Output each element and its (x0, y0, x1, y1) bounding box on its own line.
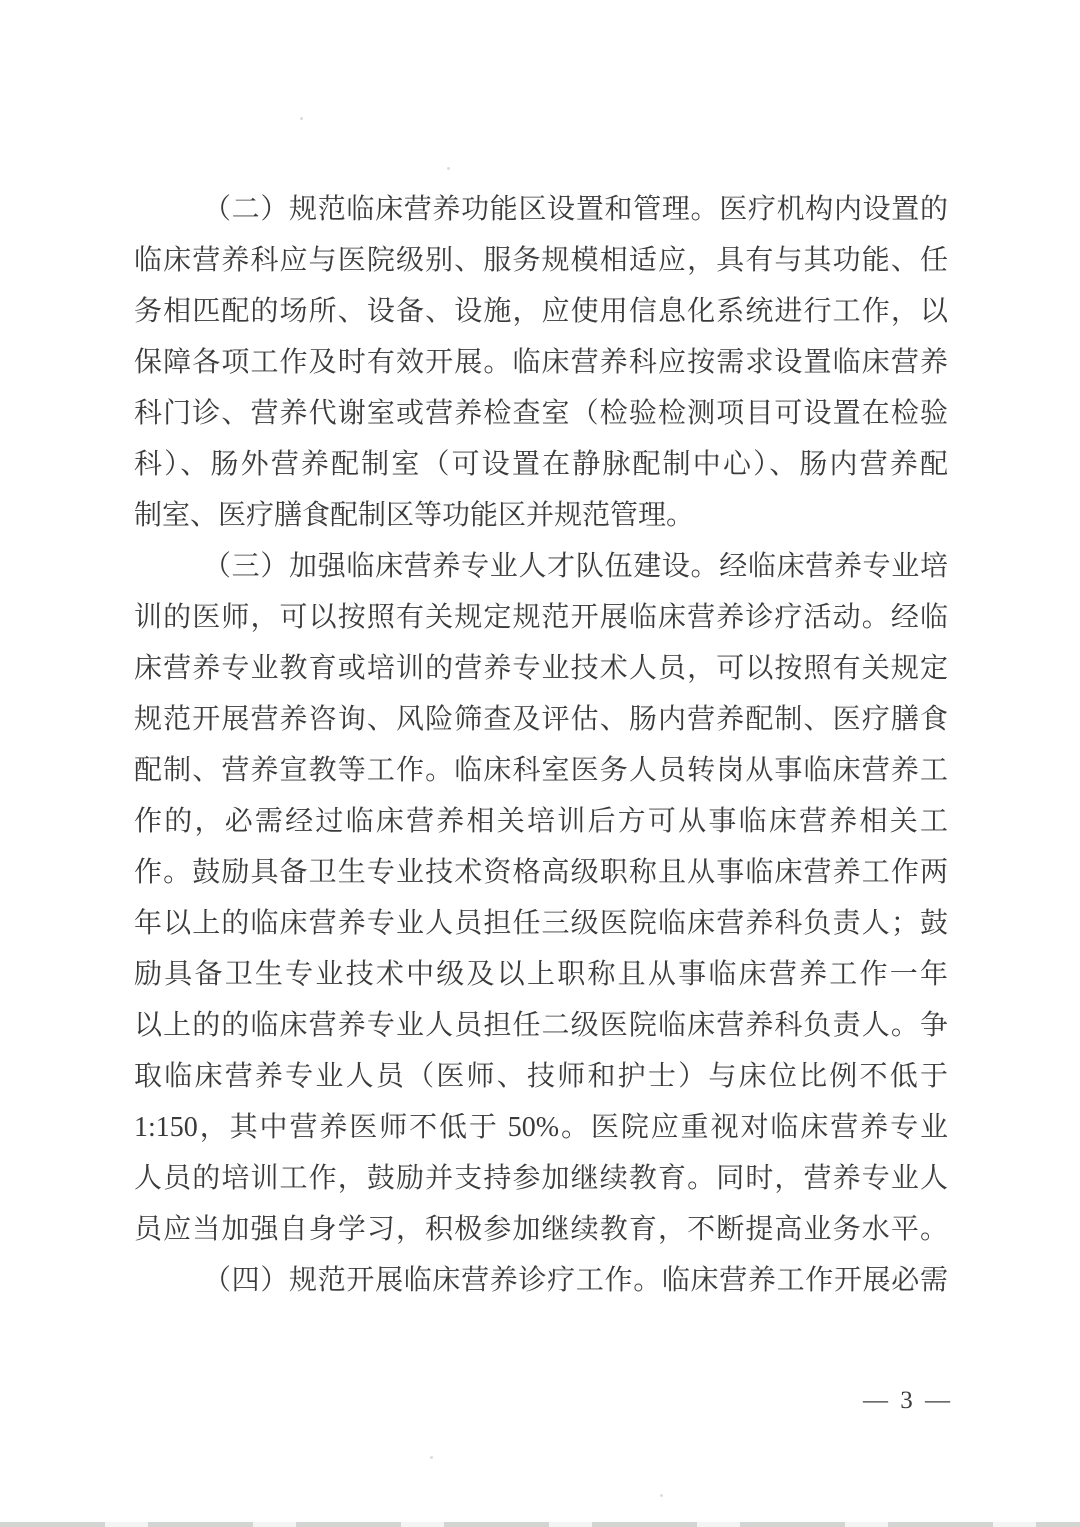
text-line: 科）、肠外营养配制室（可设置在静脉配制中心）、肠内营养配 (134, 449, 948, 480)
text-line: （二）规范临床营养功能区设置和管理。医疗机构内设置的 (203, 194, 948, 225)
text-line: 科门诊、营养代谢室或营养检查室（检验检测项目可设置在检验 (134, 398, 948, 429)
text-line: 人员的培训工作，鼓励并支持参加继续教育。同时，营养专业人 (134, 1163, 948, 1194)
text-line: 作。鼓励具备卫生专业技术资格高级职称且从事临床营养工作两 (134, 857, 948, 888)
scan-speck (660, 1494, 663, 1497)
page-number: — 3 — (863, 1387, 953, 1414)
scan-speck (430, 1456, 433, 1459)
text-line: 以上的的临床营养专业人员担任二级医院临床营养科负责人。争 (134, 1010, 948, 1041)
scan-edge-artifact (0, 1522, 1080, 1527)
scan-speck (300, 117, 303, 120)
text-line: 床营养专业教育或培训的营养专业技术人员，可以按照有关规定 (134, 653, 948, 684)
scan-speck (447, 167, 450, 170)
text-line: （三）加强临床营养专业人才队伍建设。经临床营养专业培 (203, 551, 948, 582)
text-line: 取临床营养专业人员（医师、技师和护士）与床位比例不低于 (134, 1061, 948, 1092)
text-line: 训的医师，可以按照有关规定规范开展临床营养诊疗活动。经临 (134, 602, 948, 633)
text-line: （四）规范开展临床营养诊疗工作。临床营养工作开展必需 (203, 1265, 948, 1296)
text-line: 制室、医疗膳食配制区等功能区并规范管理。 (134, 500, 695, 531)
text-line: 员应当加强自身学习，积极参加继续教育，不断提高业务水平。 (134, 1214, 948, 1245)
text-line: 配制、营养宣教等工作。临床科室医务人员转岗从事临床营养工 (134, 755, 948, 786)
text-line: 年以上的临床营养专业人员担任三级医院临床营养科负责人；鼓 (134, 908, 948, 939)
text-line: 务相匹配的场所、设备、设施，应使用信息化系统进行工作，以 (134, 296, 948, 327)
text-line: 保障各项工作及时有效开展。临床营养科应按需求设置临床营养 (134, 347, 948, 378)
text-line: 作的，必需经过临床营养相关培训后方可从事临床营养相关工 (134, 806, 948, 837)
text-line: 励具备卫生专业技术中级及以上职称且从事临床营养工作一年 (134, 959, 948, 990)
text-line: 1:150，其中营养医师不低于 50%。医院应重视对临床营养专业 (134, 1112, 948, 1143)
text-line: 临床营养科应与医院级别、服务规模相适应，具有与其功能、任 (134, 245, 948, 276)
text-line: 规范开展营养咨询、风险筛查及评估、肠内营养配制、医疗膳食 (134, 704, 948, 735)
document-body (134, 184, 948, 1306)
